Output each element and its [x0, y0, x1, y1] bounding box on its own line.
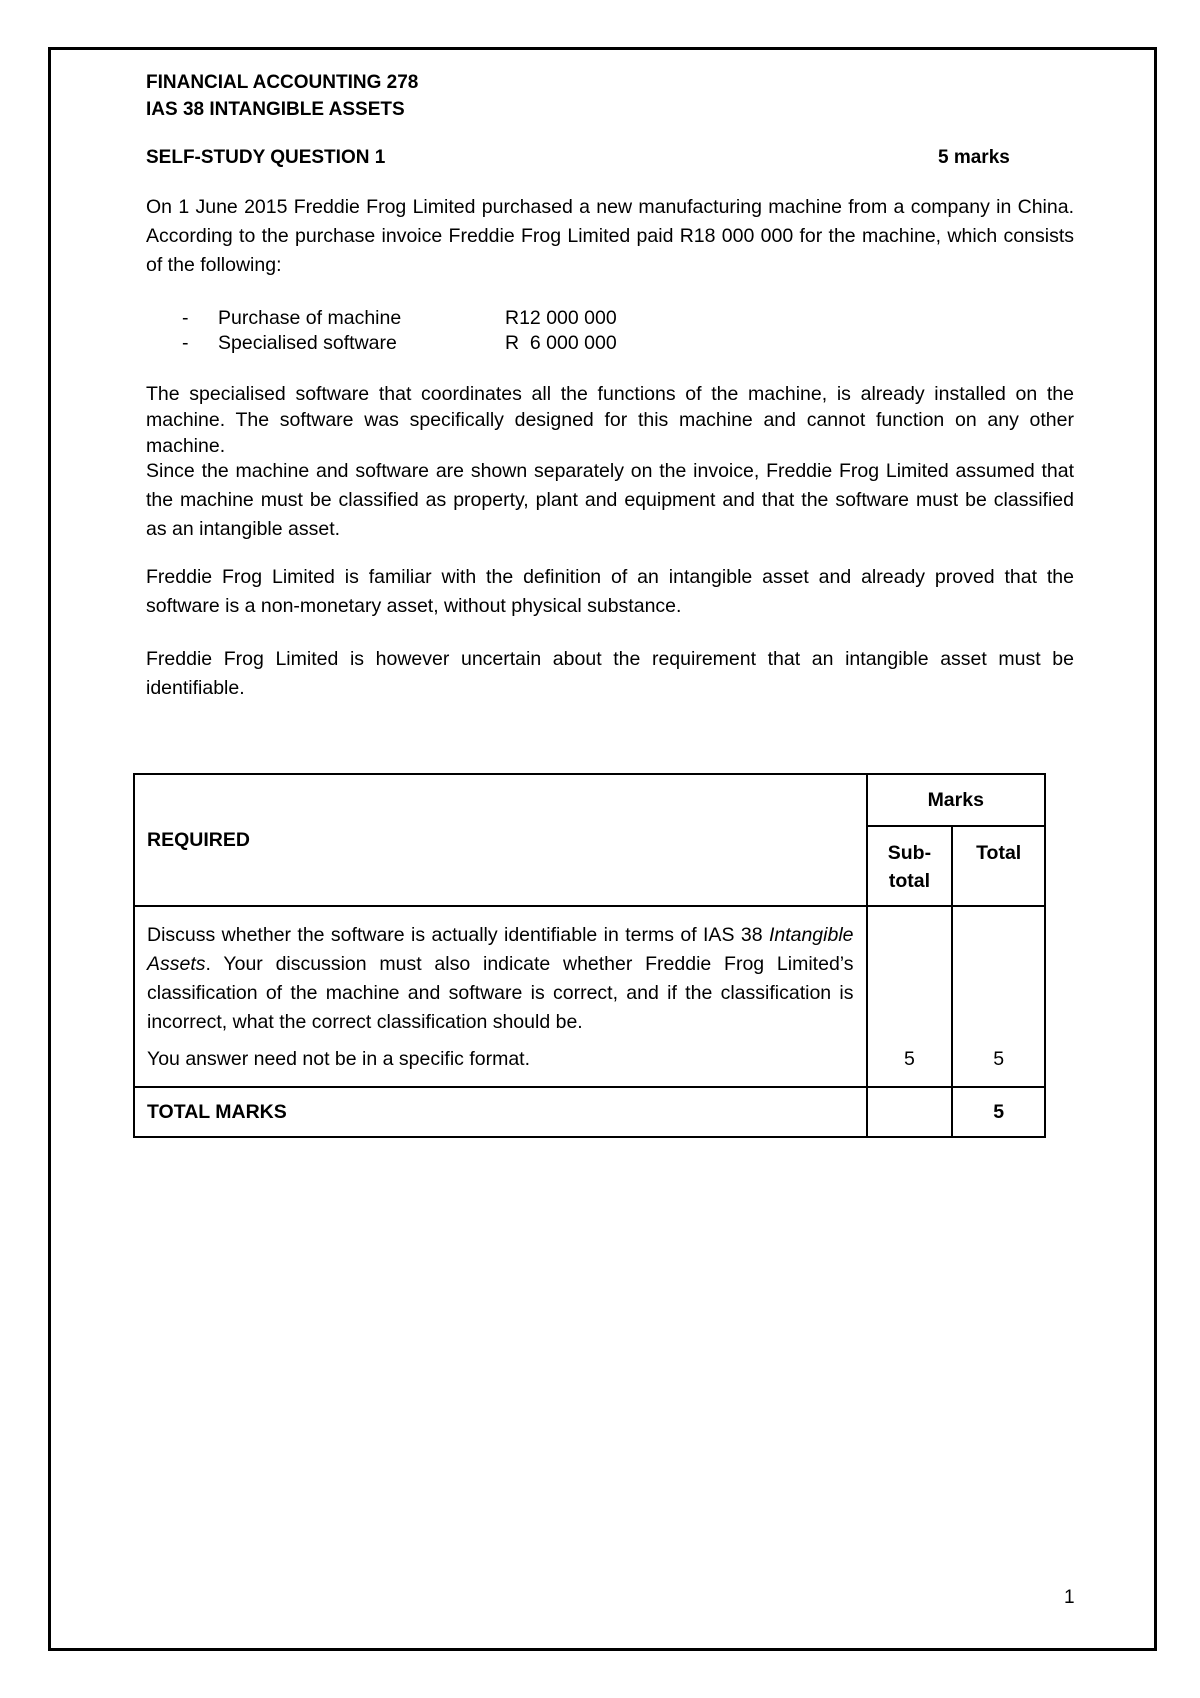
total-marks-label: TOTAL MARKS: [134, 1087, 867, 1137]
standard-name: Intangible Assets: [147, 924, 854, 975]
marks-heading: Marks: [867, 774, 1045, 826]
task-cell: [134, 906, 867, 1087]
total-heading: Total: [952, 826, 1045, 906]
task-description: [135, 907, 866, 1037]
question-marks: 5 marks: [938, 147, 1010, 168]
total-marks-subtotal: [867, 1087, 953, 1137]
format-note: You answer need not be in a specific format.: [147, 1048, 531, 1070]
software-paragraph: The specialised software that coordinates all the functions of the machine, is already installed on the machine. The software was specifically designed for this machine and cannot function on any other machine.: [146, 383, 1074, 457]
question-title: SELF-STUDY QUESTION 1: [146, 147, 386, 168]
item-amount: R12 000 000: [505, 307, 617, 329]
task-subtotal: 5: [867, 906, 953, 1087]
topic-title: IAS 38 INTANGIBLE ASSETS: [146, 99, 405, 120]
total-marks-value: 5: [952, 1087, 1045, 1137]
page-number: 1: [1064, 1587, 1075, 1608]
task-text-part1: Discuss whether the software is actually identifiable in terms of IAS 38: [147, 924, 769, 946]
item-label: Specialised software: [218, 332, 397, 354]
course-title: FINANCIAL ACCOUNTING 278: [146, 72, 419, 93]
subtotal-heading-line1: Sub-: [887, 842, 932, 864]
item-label: Purchase of machine: [218, 307, 402, 329]
task-text-part2: . Your discussion must also indicate whether Freddie Frog Limited’s classification of the machine and software is correct, and if the classification is incorrect, what the correct classification should be.: [147, 953, 854, 1033]
definition-paragraph: Freddie Frog Limited is familiar with the definition of an intangible asset and already proved that the software is a non-monetary asset, without physical substance.: [146, 566, 1074, 617]
list-bullet: -: [182, 332, 189, 354]
task-total: 5: [952, 906, 1045, 1087]
subtotal-heading: [867, 826, 953, 906]
uncertainty-paragraph: Freddie Frog Limited is however uncertain about the requirement that an intangible asset must be identifiable.: [146, 648, 1074, 699]
list-bullet: -: [182, 307, 189, 329]
classification-paragraph: Since the machine and software are shown separately on the invoice, Freddie Frog Limited assumed that the machine must be classified as property, plant and equipment and that the software must be classified as an intangible asset.: [146, 460, 1074, 540]
required-heading: REQUIRED: [134, 774, 867, 906]
intro-paragraph: On 1 June 2015 Freddie Frog Limited purchased a new manufacturing machine from a company in China. According to the purchase invoice Freddie Frog Limited paid R18 000 000 for the machine, which consists of the following:: [146, 196, 1074, 276]
item-amount: R 6 000 000: [505, 332, 617, 354]
subtotal-heading-line2: total: [888, 870, 930, 892]
requirements-table: [133, 773, 1046, 1138]
